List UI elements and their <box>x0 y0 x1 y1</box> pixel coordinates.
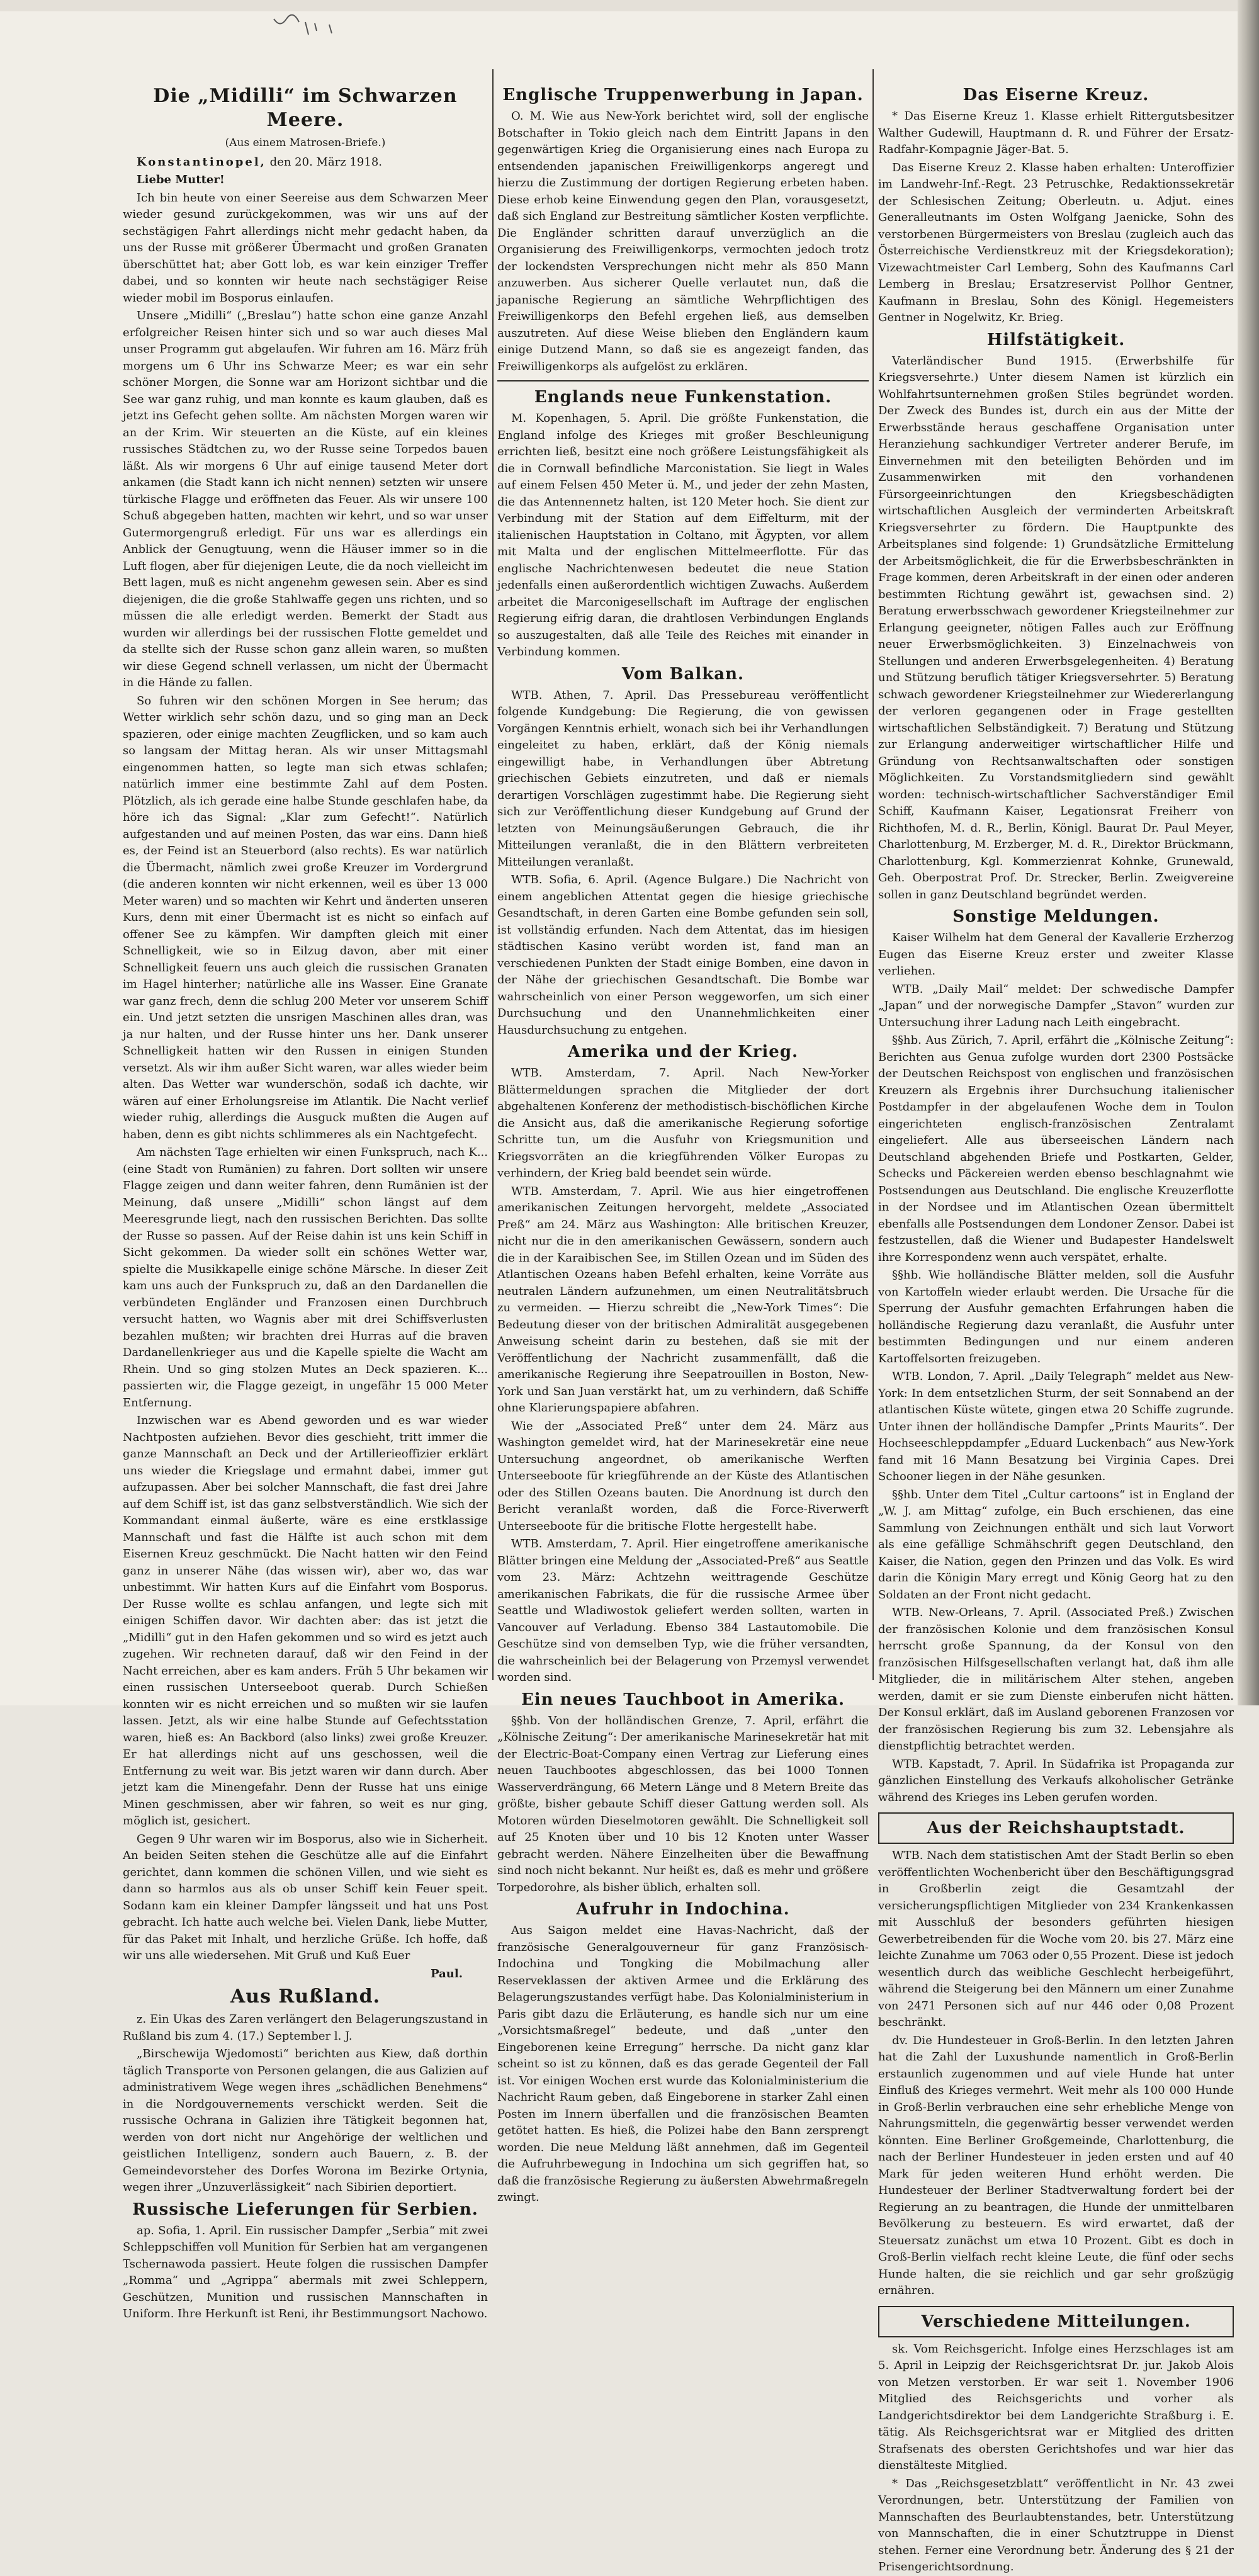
paragraph: WTB. London, 7. April. „Daily Telegraph“ meldet aus New-York: In dem entsetzlichen Sturm, der seit Sonnabend an der atlantischen Küste wütete, gingen etwa 20 Schiffe zugrunde. Unter ihnen der holländische Dampfer „Prints Maurits“. Der Hochseeschleppdampfer „Eduard Luckenbach“ aus New-York fand mit 16 Mann Besatzung bei Virginia Capes. Drei Schooner liegen in der Nähe gesunken. <box>878 1370 1234 1483</box>
paragraph: Wie der „Associated Preß“ unter dem 24. März aus Washington gemeldet wird, hat der Marinesekretär eine neue Untersuchung angeordnet, ob amerikanische Werften Unterseeboote für kriegführende an der Küste des Atlantischen oder des Stillen Ozeans bauten. Die Anordnung ist durch den Bericht veranlaßt worden, daß die Force-Riverwerft Unterseeboote für die britische Flotte hergestellt habe. <box>497 1419 869 1533</box>
paragraph: Unsere „Midilli“ („Breslau“) hatte schon eine ganze Anzahl erfolgreicher Reisen hinter sich und so war auch dieses Mal unser Programm gut abgelaufen. Wir fuhren am 16. März früh morgens um 6 Uhr ins Schwarze Meer; es war ein sehr schöner Morgen, die Sonne war am Horizont sichtbar und die See war ganz ruhig, und man konnte es kaum glauben, daß es jetzt ins Gefecht gehen sollte. Am nächsten Morgen waren wir an der Krim. Wir steuerten an die Küste, auf ein kleines russisches Städtchen zu, wo der Russe seine Torpedos bauen läßt. Als wir morgens 6 Uhr auf einige tausend Meter dort ankamen (die Stadt kann ich nicht nennen) setzten wir unsere türkische Flagge und eröffneten das Feuer. Als wir unsere 100 Schuß abgegeben hatten, machten wir kehrt, und so war unser Gutermorgengruß erledigt. Für uns war es allerdings ein Anblick der Genugtuung, wenn die Häuser immer so in die Luft flogen, aber für diejenigen Leute, die da noch vielleicht im Bett lagen, muß es nicht angenehm gewesen sein. Aber es sind diejenigen, die die große Stahlwaffe gegen uns richten, und so müssen die alle erledigt werden. Bemerkt der Stadt aus wurden wir allerdings bei der russischen Flotte gemeldet und da stellte sich der Russe schon ganz allein waren, so mußten wir diese Gegend schnell verlassen, um nicht der Übermacht in die Hände zu fallen. <box>123 309 488 689</box>
article-headline: Russische Lieferungen für Serbien. <box>132 2200 478 2219</box>
signature: Paul. <box>431 1967 463 1980</box>
paragraph: WTB. Amsterdam, 7. April. Hier eingetroffene amerikanische Blätter bringen eine Meldung der „Associated-Preß“ aus Seattle vom 23. März: Achtzehn weittragende Geschütze amerikanischen Fabrikats, die für die russische Armee über Seattle und Wladiwostok geliefert werden sollten, warten in Vancouver auf Verladung. Ebenso 384 Lastautomobile. Die Geschütze sind von demselben Typ, wie die früher versandten, die wahrscheinlich bei der Belagerung von Przemysl verwendet worden sind. <box>497 1537 869 1684</box>
article-midilli <box>123 84 488 1982</box>
paragraph: WTB. Sofia, 6. April. (Agence Bulgare.) Die Nachricht von einem angeblichen Attentat gegen die hiesige griechische Gesandtschaft, in deren Garten eine Bombe gefunden sein soll, ist vollständig erfunden. Nach dem Attentat, das im hiesigen städtischen Kasino verübt worden ist, fand man an verschiedenen Punkten der Stadt einige Bomben, eine davon in der Nähe der griechischen Gesandtschaft. Die Bombe war wahrscheinlich von einer Person weggeworfen, um sich einer Durchsuchung und den Unannehmlichkeiten einer Hausdurchsuchung zu entgehen. <box>497 873 869 1037</box>
paragraph: ap. Sofia, 1. April. Ein russischer Dampfer „Serbia“ mit zwei Schleppschiffen voll Munition für Serbien hat am vergangenen Tschernawoda passiert. Heute folgen die russischen Dampfer „Romma“ und „Agrippa“ abermals mit zwei Schleppern, Geschützen, Munition und russischen Mannschaften in Uniform. Ihre Herkunft ist Reni, ihr Bestimmungsort Nachowo. <box>123 2223 488 2320</box>
article-japan <box>497 84 869 375</box>
paragraph: §§hb. Aus Zürich, 7. April, erfährt die „Kölnische Zeitung“: Berichten aus Genua zufolge wurden dort 2300 Postsäcke der Deutschen Reichspost von englischen und französischen Kreuzern als Ergebnis ihrer Durchsuchung italienischer Postdampfer in der abgelaufenen Woche dem in Toulon eingerichteten englisch-französischen Zentralamt eingeliefert. Alle aus überseeischen Ländern nach Deutschland abgehenden Briefe und Postkarten, Gelder, Schecks und Päckereien werden ebenso beschlagnahmt wie Postsendungen aus Deutschland. Die englische Kreuzerflotte in der Nordsee und im Atlantischen Ozean übermittelt ebenfalls alle Postsendungen dem Londoner Zensor. Dabei ist festzustellen, daß die Wiener und Budapester Handelswelt ihre Korrespondenz wenn auch verspätet, erhalte. <box>878 1034 1234 1264</box>
paragraph: WTB. Nach dem statistischen Amt der Stadt Berlin so eben veröffentlichten Wochenbericht über den Beschäftigungsgrad in Großberlin zeigt die Gesamtzahl der versicherungspflichtigen Mitglieder von 234 Krankenkassen mit Ausschluß der besonders geführten hiesigen Gewerbetreibenden für die Woche vom 20. bis 27. März eine leichte Zunahme um 7063 oder 0,55 Prozent. Diese ist jedoch wesentlich durch das weibliche Geschlecht herbeigeführt, während die Steigerung bei den Männern um einer Zunahme von 2471 Personen sich auf nur 446 oder 0,08 Prozent beschränkt. <box>878 1849 1234 2029</box>
article-sonstige <box>878 906 1234 1806</box>
paragraph: * Das Eiserne Kreuz 1. Klasse erhielt Rittergutsbesitzer Walther Gudewill, Hauptmann d. R. und Führer der Ersatz-Radfahr-Kompagnie Jäger-Bat. 5. <box>878 110 1234 156</box>
page-edge-shadow <box>1238 0 1259 1705</box>
article-russland <box>123 1985 488 2196</box>
paragraph: §§hb. Unter dem Titel „Cultur cartoons“ ist in England der „W. J. am Mittag“ zufolge, ein Buch erschienen, das eine Sammlung von Zeichnungen enthält und sich laut Vorwort als eine gefällige Schmähschrift gegen Deutschland, den Kaiser, die Nation, gegen den Prinzen und das Volk. Es wird darin die Königin Mary erregt und König Georg hat zu den Soldaten an der Front nicht gedacht. <box>878 1488 1234 1602</box>
column-rule <box>492 69 494 1680</box>
paragraph: dv. Die Hundesteuer in Groß-Berlin. In den letzten Jahren hat die Zahl der Luxushunde namentlich in Groß-Berlin erstaunlich zugenommen und auf viele Hunde hat unter Einfluß des Krieges vermehrt. Weit mehr als 100 000 Hunde in Groß-Berlin verbrauchen eine sehr erhebliche Menge von Nahrungsmitteln, die gegenwärtig besser verwendet werden könnten. Eine Berliner Großgemeinde, Charlottenburg, die nach der Berliner Hundesteuer in jeden ersten und auf 40 Mark für jeden weiteren Hund erhöht werden. Die Hundesteuer der Berliner Stadtverwaltung fordert bei der Regierung an zu beantragen, die Hunde der unmittelbaren Bevölkerung zu besteuern. Es wird erwartet, daß der Steuersatz zunächst um etwa 10 Prozent. Gibt es doch in Groß-Berlin vielfach recht kleine Leute, die fünf oder sechs Hunde halten, die sie reichlich und gar sehr großzügig ernähren. <box>878 2033 1234 2297</box>
article-headline: Vom Balkan. <box>621 664 745 684</box>
article-headline: Aus Rußland. <box>230 1986 381 2008</box>
article-headline: Das Eiserne Kreuz. <box>963 86 1149 105</box>
article-headline: Aus der Reichshauptstadt. <box>927 1819 1185 1838</box>
paragraph: * Das „Reichsgesetzblatt“ veröffentlicht in Nr. 43 zwei Verordnungen, betr. Unterstützung der Familien von Mannschaften des Beurlaubtenstandes, betr. Unterstützung von Mannschaften, die in einer Schutztruppe in Dienst stehen. Ferner eine Verordnung betr. Änderung des § 21 der Prisengerichtsordnung. <box>878 2477 1234 2573</box>
column-left <box>123 82 488 2320</box>
paragraph: §§hb. Wie holländische Blätter melden, soll die Ausfuhr von Kartoffeln wieder erlaubt werden. Die Ursache für die Sperrung der Ausfuhr gemachten Erfahrungen haben die holländische Regierung dazu veranlaßt, die Ausfuhr unter bestimmten Bedingungen und nur einem anderen Kartoffelsorten freizugeben. <box>878 1268 1234 1365</box>
article-amerika-krieg <box>497 1041 869 1686</box>
article-tauchboot <box>497 1689 869 1897</box>
salutation: Liebe Mutter! <box>137 173 225 186</box>
paragraph: WTB. New-Orleans, 7. April. (Associated Preß.) Zwischen der französischen Kolonie und dem französischen Konsul herrscht große Spannung, da der Konsul von den französischen Hilfsgesellschaften verlangt hat, daß ihm alle Mitglieder, die in militärischem Alter stehen, angeben werden, damit er sie zum Dienste einberufen nicht hätten. Der Konsul erklärt, daß im Ausland geborenen Franzosen vor der französischen Regierung bis zum 32. Lebensjahre als dienstpflichtig betrachtet werden. <box>878 1606 1234 1753</box>
article-hilfstaetigkeit <box>878 329 1234 904</box>
article-headline: Sonstige Meldungen. <box>952 907 1160 926</box>
column-right <box>878 82 1234 2573</box>
article-headline: Ein neues Tauchboot in Amerika. <box>521 1690 845 1709</box>
paragraph: sk. Vom Reichsgericht. Infolge eines Herzschlages ist am 5. April in Leipzig der Reichsgerichtsrat Dr. jur. Jakob Alois von Metzen verstorben. Er war seit 1. November 1906 Mitglied des Reichsgerichts und vorher als Landgerichtsdirektor bei dem Landgerichte Straßburg i. E. tätig. Als Reichsgerichtsrat war er Mitglied des dritten Strafsenats des obersten Gerichtshofes und war hier das dienstälteste Mitglied. <box>878 2342 1234 2472</box>
column-rule <box>872 69 874 1680</box>
section-box-reichshauptstadt <box>878 1812 1234 1844</box>
paragraph: Vaterländischer Bund 1915. (Erwerbshilfe für Kriegsversehrte.) Unter diesem Namen ist kürzlich ein Wohlfahrtsunternehmen großen Stiles begründet worden. Der Zweck des Bundes ist, durch ein aus der Mitte der Erwerbsstände heraus geschaffene Organisation unter Heranziehung sachkundiger Vertreter anderer Berufe, im Einvernehmen mit den beteiligten Behörden und im Zusammenwirken mit den vorhandenen Fürsorgeeinrichtungen den Kriegsbeschädigten wirtschaftlichen Ausgleich der verminderten Arbeitskraft Kriegsversehrter zu fördern. Die Hauptpunkte des Arbeitsplanes sind folgende: 1) Grundsätzliche Ermittelung der Arbeitsmöglichkeit, die für die Erwerbsbeschränkten in Frage kommen, deren Arbeitskraft in der einen oder anderen bestimmten Richtung gewährt ist, gewachsen sind. 2) Beratung erwerbsschwach gewordener Kriegsteilnehmer zur Erlangung geeigneter, nötigen Falles auch zur Eröffnung neuer Erwerbsmöglichkeiten. 3) Einzelnachweis von Stellungen und anderen Erwerbsgelegenheiten. 4) Beratung und Stützung beruflich tätiger Kriegsversehrter. 5) Beratung schwach gewordener Kriegsteilnehmer zur Wiedererlangung der verloren gegangenen oder in Frage gestellten wirtschaftlichen Selbständigkeit. 7) Beratung und Stützung zur Erlangung anderweitiger wirtschaftlicher Hilfe und Gründung von Rechtsanwaltschaften oder sonstigen Möglichkeiten. Zu Vorstandsmitgliedern sind gewählt worden: technisch-wirtschaftlicher Sachverständiger Emil Schiff, Kaufmann Kaiser, Legationsrat Freiherr von Richthofen, M. d. R., Berlin, Königl. Baurat Dr. Paul Meyer, Charlottenburg, M. Erzberger, M. d. R., Direktor Brückmann, Charlottenburg, Kgl. Kommerzienrat Kohnke, Grunewald, Geh. Oberpostrat Prof. Dr. Strecker, Berlin. Zweigvereine sollen in ganz Deutschland begründet werden. <box>878 354 1234 901</box>
article-headline: Verschiedene Mitteilungen. <box>921 2312 1191 2331</box>
article-serbien <box>123 2199 488 2323</box>
paragraph: §§hb. Von der holländischen Grenze, 7. April, erfährt die „Kölnische Zeitung“: Der amerikanische Marinesekretär hat mit der Electric-Boat-Company einen Vertrag zur Lieferung eines neuen Tauchbootes abgeschlossen, das bei 1000 Tonnen Wasserverdrängung, 66 Metern Länge und 8 Metern Breite das größte, bisher gebaute Schiff dieser Gattung werden soll. Als Motoren würden Dieselmotoren gewählt. Die Schnelligkeit soll auf 25 Knoten über und 10 bis 12 Knoten unter Wasser gebracht werden. Nähere Einzelheiten über die Bewaffnung sind noch nicht bekannt. Nur heißt es, daß es mehr und größere Torpedorohre, als bisher üblich, erhalten soll. <box>497 1714 869 1894</box>
article-headline: Hilfstätigkeit. <box>986 330 1126 349</box>
article-indochina <box>497 1899 869 2206</box>
paragraph: M. Kopenhagen, 5. April. Die größte Funkenstation, die England infolge des Krieges mit großer Beschleunigung errichten ließ, besitzt eine noch größere Leistungsfähigkeit als die in Cornwall befindliche Marconistation. Sie liegt in Wales auf einem Felsen 450 Meter ü. M., und jeder der zehn Masten, die das Antennennetz halten, ist 120 Meter hoch. Sie dient zur Verbindung mit der Station auf dem Eiffelturm, mit der italienischen Hauptstation in Coltano, mit Ägypten, vor allem mit Malta und der englischen Mittelmeerflotte. Für das englische Nachrichtenwesen bedeutet die neue Station jedenfalls einen außerordentlich wichtigen Zuwachs. Außerdem arbeitet die Marconigesellschaft im Auftrage der englischen Regierung eifrig daran, die drahtlosen Verbindungen Englands so auszugestalten, daß alle Teile des Reiches mit einander in Verbindung kommen. <box>497 412 869 658</box>
section-box-mitteilungen <box>878 2306 1234 2337</box>
paragraph: WTB. Kapstadt, 7. April. In Südafrika ist Propaganda zur gänzlichen Einstellung des Verkaufs alkoholischer Getränke während des Krieges ins Leben gerufen worden. <box>878 1757 1234 1804</box>
separator <box>497 380 869 381</box>
paragraph: Am nächsten Tage erhielten wir einen Funkspruch, nach K... (eine Stadt von Rumänien) zu fahren. Dort sollten wir unsere Flagge zeigen und dann weiter fahren, denn Rumänien ist der Meinung, daß unsere „Midilli“ schon längst auf dem Meeresgrunde liegt, nach den russischen Berichten. Das sollte der Russe so passen. Auf der Reise dahin ist uns kein Schiff in Sicht gekommen. Da wieder sollt ein schönes Wetter war, spielte die Musikkapelle einige schöne Märsche. In dieser Zeit kam uns auch der Funkspruch zu, daß an den Dardanellen die verbündeten Engländer und Franzosen einen Durchbruch versucht hatten, wo Wagnis aber mit drei Schiffsverlusten bezahlen mußten; wir brachten drei Hurras auf die braven Dardanellenkrieger aus und die Kapelle spielte die Wacht am Rhein. Und so ging stolzen Mutes an Deck spazieren. K... passierten wir, die Flagge gezeigt, in ungefähr 15 000 Meter Entfernung. <box>123 1146 488 1409</box>
article-headline: Die „Midilli“ im Schwarzen Meere. <box>153 85 458 131</box>
column-middle <box>497 82 869 2204</box>
dateline-location: Konstantinopel, <box>137 155 266 169</box>
paragraph: WTB. „Daily Mail“ meldet: Der schwedische Dampfer „Japan“ und der norwegische Dampfer „Stavon“ wurden zur Untersuchung ihrer Ladung nach Leith eingebracht. <box>878 982 1234 1029</box>
paragraph: WTB. Amsterdam, 7. April. Nach New-Yorker Blättermeldungen sprachen die Mitglieder der dort abgehaltenen Konferenz der methodistisch-bischöflichen Kirche die Ansicht aus, daß die amerikanische Regierung sofortige Schritte tun, um die Ausfuhr von Kriegsmunition und Kriegsvorräten an die kriegführenden Völker Europas zu verhindern, der Krieg bald beendet sein würde. <box>497 1066 869 1180</box>
article-headline: Englische Truppenwerbung in Japan. <box>502 86 864 105</box>
pencil-mark-icon <box>271 13 359 38</box>
paragraph: Gegen 9 Uhr waren wir im Bosporus, also wie in Sicherheit. An beiden Seiten stehen die Geschütze alle auf die Einfahrt gerichtet, dann kommen die schönen Villen, und wie sieht es dann so harmlos aus als ob unser Schiff kein Feuer speit. Sodann kam ein kleiner Dampfer längsseit und hat uns Post gebracht. Ich hatte auch welche bei. Vielen Dank, liebe Mutter, für das Paket mit Inhalt, und herzliche Grüße. Ich hoffe, daß wir uns alle wiedersehen. Mit Gruß und Kuß Euer <box>123 1832 488 1962</box>
paragraph: Das Eiserne Kreuz 2. Klasse haben erhalten: Unteroffizier im Landwehr-Inf.-Regt. 23 Petruschke, Redaktionssekretär der Schlesischen Zeitung; Oberleutn. u. Adjut. eines Generalleutnants im Osten Wolfgang Jaenicke, Sohn des verstorbenen Bürgermeisters von Breslau (zugleich auch das Österreichische Verdienstkreuz mit der Kriegsdekoration); Vizewachtmeister Carl Lemberg, Sohn des Kaufmanns Carl Lemberg in Breslau; Ersatzreservist Pollhor Gentner, Kaufmann in Breslau, Sohn des Königl. Hegemeisters Gentner in Nogelwitz, Kr. Brieg. <box>878 161 1234 324</box>
article-headline: Englands neue Funkenstation. <box>534 388 832 407</box>
article-headline: Amerika und der Krieg. <box>567 1042 799 1061</box>
paragraph: „Birschewija Wjedomosti“ berichten aus Kiew, daß dorthin täglich Transporte von Personen gelangen, die aus Galizien auf administrativem Wege wegen ihres „schädlichen Benehmens“ in die Nordgouvernements verschickt werden. Seit die russische Ochrana in Galizien ihre Tätigkeit begonnen hat, werden von dort nicht nur Angehörige der weltlichen und geistlichen Intelligenz, sondern auch Bauern, z. B. der Gemeindevorsteher des Dorfes Worona im Bezirke Ortynia, wegen ihrer „Unzuverlässigkeit“ nach Sibirien deportiert. <box>123 2047 488 2194</box>
paragraph: Inzwischen war es Abend geworden und es war wieder Nachtposten aufziehen. Bevor dies geschieht, tritt immer die ganze Mannschaft an Deck und der Artillerieoffizier erklärt uns wieder die Kriegslage und ermahnt dabei, immer gut aufzupassen. Aber bei solcher Mannschaft, die fast drei Jahre auf dem Schiff ist, ist das ganz selbstverständlich. Wie sich der Kommandant einmal äußerte, wäre es eine erstklassige Mannschaft und fast die Hälfte ist auch schon mit dem Eisernen Kreuz geschmückt. Die Nacht hatten wir den Feind ganz in unserer Nähe (das wissen wir), aber wo, das war unbestimmt. Wir hatten Kurs auf die Einfahrt vom Bosporus. Der Russe wollte es schlau anfangen, und legte sich mit einigen Schiffen davor. Wir dachten aber: das ist jetzt die „Midilli“ gut in den Hafen gekommen und so wird es jetzt auch zugehen. Wir rechneten darauf, daß wir den Feind in der Nacht erreichen, aber es kam anders. Früh 5 Uhr bekamen wir einen russischen Unterseeboot querab. Durch Schießen konnten wir es nicht erreichen und so mußten wir sie laufen lassen. Jetzt, als wir eine halbe Stunde auf Gefechtsstation waren, hieß es: An Backbord (also links) zwei große Kreuzer. Er hat allerdings nicht auf uns geschossen, weil die Entfernung zu weit war. Bis jetzt waren wir dann durch. Aber jetzt kam die Minengefahr. Denn der Russe hat uns einige Minen geschmissen, aber wir fahren, so weit es nur ging, möglich ist, gesichert. <box>123 1414 488 1827</box>
paragraph: WTB. Amsterdam, 7. April. Wie aus hier eingetroffenen amerikanischen Zeitungen hervorgeht, meldete „Associated Preß“ am 24. März aus Washington: Alle britischen Kreuzer, nicht nur die in den amerikanischen Gewässern, sondern auch die in der Karaibischen See, im Stillen Ozean und im Süden des Atlantischen Ozeans haben Befehl erhalten, keine Vorräte aus neutralen Ländern aufzunehmen, um einen Neutralitätsbruch zu vermeiden. — Hierzu schreibt die „New-York Times“: Die Bedeutung dieser von der britischen Admiralität ausgegebenen Anweisung scheint darin zu bestehen, daß sie mit der Veröffentlichung der Nachricht zusammenfällt, daß die amerikanische Regierung ihre Seepatrouillen in Boston, New-York und San Juan verstärkt hat, um zu verhindern, daß Schiffe ohne Klarierungspapiere abfahren. <box>497 1184 869 1415</box>
page-top-margin <box>0 0 1238 11</box>
paragraph: WTB. Athen, 7. April. Das Pressebureau veröffentlicht folgende Kundgebung: Die Regierung, die von gewissen Vorgängen Kenntnis erhielt, wonach sich bei ihr Verhandlungen eingeleitet zu haben, erklärt, daß der König niemals eingewilligt habe, in Verhandlungen über Abtretung griechischen Gebiets einzutreten, und daß er niemals derartigen Vorschlägen zugestimmt habe. Die Regierung sieht sich zur Veröffentlichung dieser Kundgebung auf Grund der letzten von Meinungsäußerungen Gebrauch, die ihr Mitteilungen veranlaßt, die in den Blättern verbreiteten Mitteilungen veranlaßt. <box>497 688 869 869</box>
article-funkenstation <box>497 387 869 661</box>
article-eisernes-kreuz <box>878 84 1234 327</box>
article-mitteilungen <box>878 2341 1234 2576</box>
article-balkan <box>497 664 869 1039</box>
article-subtitle: (Aus einem Matrosen-Briefe.) <box>225 137 386 149</box>
paragraph: Aus Saigon meldet eine Havas-Nachricht, daß der französische Generalgouverneur für ganz Französisch-Indochina und Tongking die Mobilmachung aller Reserveklassen der aktiven Armee und die Erklärung des Belagerungszustandes verfügt habe. Das Kolonialministerium in Paris gibt dazu die Erläuterung, es handle sich nur um eine „Vorsichtsmaßregel“ bedeute, und daß „unter den Eingeborenen keine Erregung“ herrsche. Da nicht ganz klar scheint so ist zu können, daß es das gerade Gegenteil der Fall ist. Vor einigen Wochen erst wurde das Kolonialministerium die Nachricht Raum geben, daß Eingeborene in starker Zahl einen Posten im Innern überfallen und die französischen Beamten getötet hatten. Es hieß, die Polizei habe den Bann zersprengt worden. Die neue Meldung läßt annehmen, daß im Gegenteil die Aufruhrbewegung in Indochina um sich gegriffen hat, so daß die französische Regierung zu äußersten Abwehrmaßregeln zwingt. <box>497 1924 869 2204</box>
article-reichshauptstadt <box>878 1848 1234 2300</box>
dateline-date: den 20. März 1918. <box>269 155 383 169</box>
paragraph: Kaiser Wilhelm hat dem General der Kavallerie Erzherzog Eugen das Eiserne Kreuz erster und zweiter Klasse verliehen. <box>878 931 1234 978</box>
paragraph: So fuhren wir den schönen Morgen in See herum; das Wetter wirklich sehr schön dazu, und so ging man an Deck spazieren, oder einige machten Zeugflicken, und so kam auch so langsam der Mittag heran. Als wir unser Mittagsmahl eingenommen hatten, so legte man sich etwas schlafen; natürlich immer eine bestimmte Zahl auf dem Posten. Plötzlich, als ich gerade eine halbe Stunde geschlafen habe, da höre ich das Signal: „Klar zum Gefecht!“. Natürlich aufgestanden und auf meinen Posten, das war eins. Dann hieß es, der Feind ist an Steuerbord (also rechts). Es war natürlich die Übermacht, nämlich zwei große Kreuzer im Vordergrund (die anderen konnten wir nicht erkennen, weil es über 13 000 Meter waren) und so machten wir Kehrt und änderten unseren Kurs, denn mit einer Übermacht ist es nicht so einfach auf offener See zu kämpfen. Wir dampften gleich mit einer Schnelligkeit, wie so in Eilzug davon, aber mit einer Schnelligkeit feuern uns auch gleich die russischen Granaten im Hagel hinterher; natürliche alle ins Wasser. Eine Granate war ganz frech, denn die schlug 200 Meter vor unserem Schiff ein. Und jetzt setzten die unsrigen Maschinen alles dran, was ja nur halten, und der Russe hinter uns her. Dank unserer Schnelligkeit hatten wir den Russen in einigen Stunden versetzt. Als wir ihm außer Sicht waren, war alles wieder beim alten. Das Wetter war wunderschön, sodaß ich dachte, wir wären auf einer Erholungsreise im Atlantik. Die Nacht verlief wieder ruhig, allerdings die Ausguck mußten die Augen auf haben, denn es gibt nichts schlimmeres als ein Nachtgefecht. <box>123 694 488 1141</box>
paragraph: O. M. Wie aus New-York berichtet wird, soll der englische Botschafter in Tokio gleich nach dem Eintritt Japans in den gegenwärtigen Krieg die Organisierung eines nach Europa zu entsendenden japanischen Freiwilligenkorps angeregt und hierzu die Zustimmung der dortigen Regierung erbeten haben. Diese erhob keine Einwendung gegen den Plan, vorausgesetzt, daß sich England zur Bestreitung sämtlicher Kosten verpflichte. Die Engländer schritten darauf unverzüglich an die Organisierung des Freiwilligenkorps, vermochten jedoch trotz der lockendsten Versprechungen nicht mehr als 850 Mann anzuwerben. Aus sicherer Quelle verlautet nun, daß die japanische Regierung an sämtliche Wehrpflichtigen des Freiwilligenkorps den Befehl ergehen ließ, aus demselben auszutreten. Auf diese Weise blieben den Engländern kaum einige Dutzend Mann, so daß sie es angezeigt fanden, das Freiwilligenkorps als aufgelöst zu erklären. <box>497 110 869 373</box>
article-headline: Aufruhr in Indochina. <box>576 1900 790 1919</box>
paragraph: Ich bin heute von einer Seereise aus dem Schwarzen Meer wieder gesund zurückgekommen, was wir uns auf der sechstägigen Fahrt allerdings nicht mehr gedacht haben, da uns der Russe mit größerer Übermacht und großen Granaten überschüttet hat; aber Gott lob, es war kein einziger Treffer dabei, und so konnten wir heute nach sechstägiger Reise wieder mobil im Bosporus einlaufen. <box>123 191 488 305</box>
paragraph: z. Ein Ukas des Zaren verlängert den Belagerungszustand in Rußland bis zum 4. (17.) September l. J. <box>123 2013 488 2043</box>
